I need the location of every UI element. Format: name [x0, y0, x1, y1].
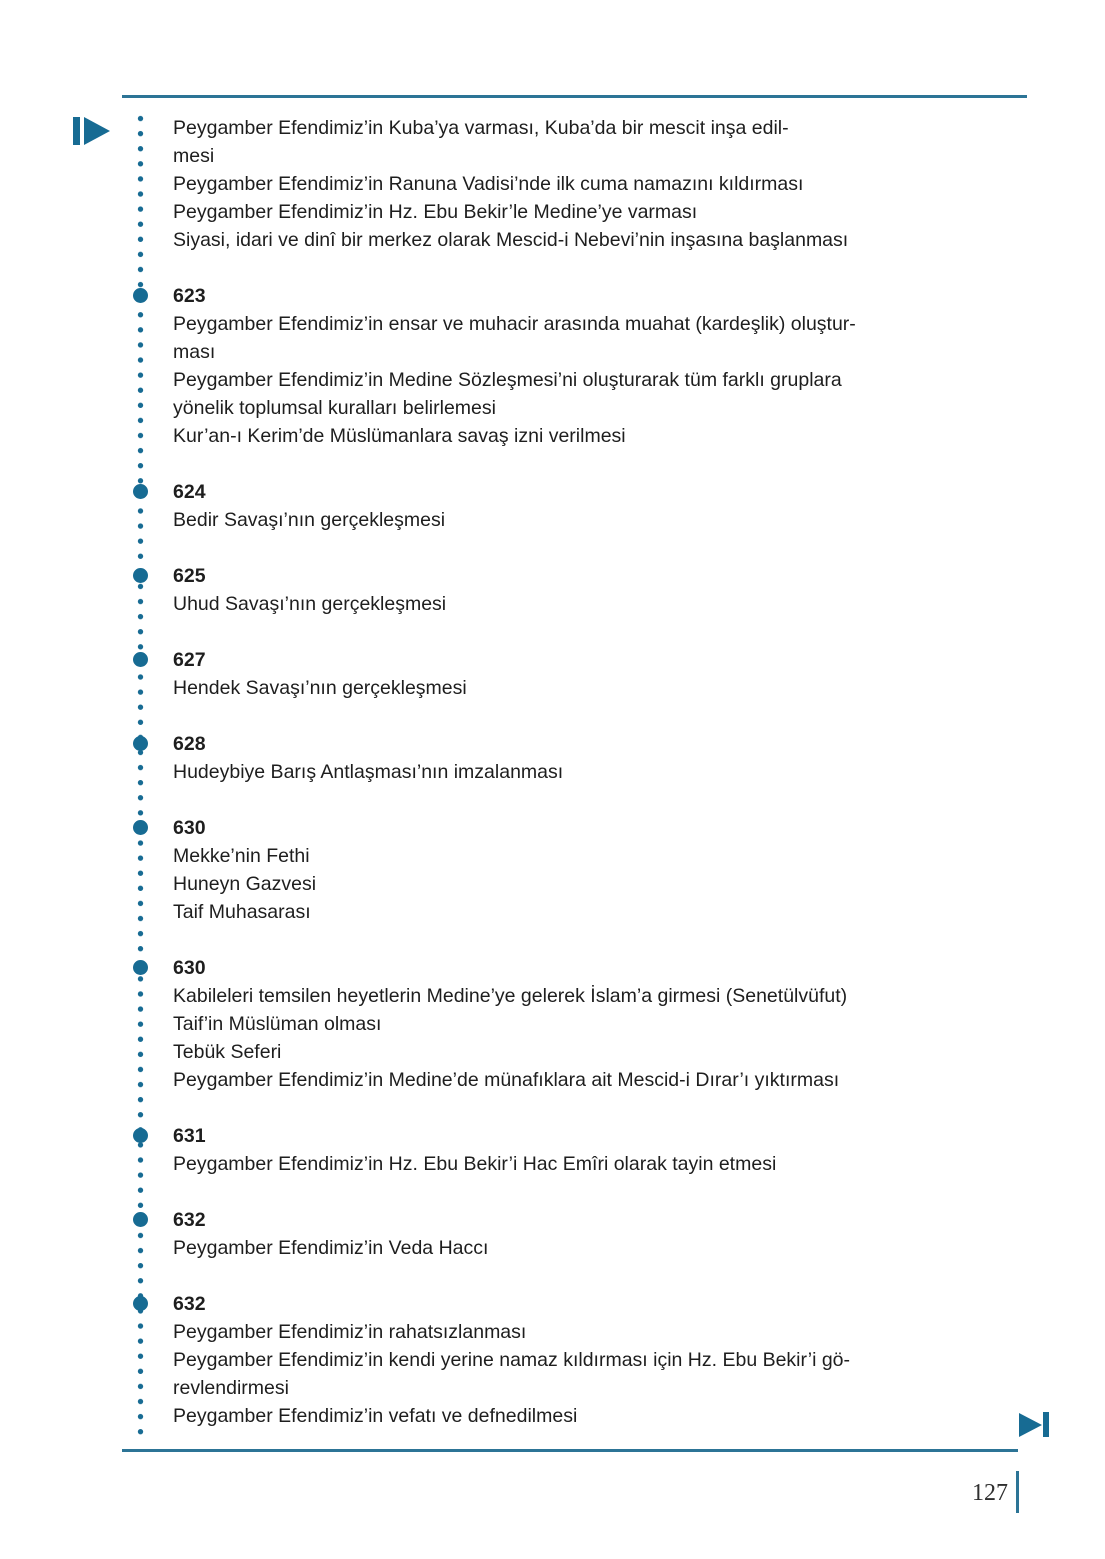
year-label: 623 [173, 282, 856, 310]
timeline-content [173, 114, 856, 1430]
skip-forward-icon-triangle [1019, 1413, 1042, 1437]
top-rule [122, 95, 1027, 98]
timeline-section [173, 282, 856, 450]
skip-forward-icon [73, 117, 110, 145]
timeline-entry-line: Peygamber Efendimiz’in ensar ve muhacir arasında muahat (kardeşlik) oluştur- [173, 313, 856, 335]
skip-forward-icon-bar [73, 117, 80, 145]
timeline-entry-line: Huneyn Gazvesi [173, 873, 317, 895]
timeline-entry-line: Tebük Seferi [173, 1041, 282, 1063]
timeline-entry-line: Peygamber Efendimiz’in rahatsızlanması [173, 1321, 527, 1343]
timeline-section [173, 1122, 856, 1178]
skip-forward-icon [1019, 1412, 1049, 1437]
year-label: 631 [173, 1122, 856, 1150]
timeline-entry-line: mesi [173, 145, 215, 167]
timeline-entry-line: revlendirmesi [173, 1377, 289, 1399]
timeline-dotted-line [137, 111, 144, 1443]
timeline-entry-line: Siyasi, idari ve dinî bir merkez olarak Mescid-i Nebevi’nin inşasına başlanması [173, 229, 849, 251]
timeline-section [173, 478, 856, 534]
timeline-entry-line: Peygamber Efendimiz’in Hz. Ebu Bekir’i Hac Emîri olarak tayin etmesi [173, 1153, 777, 1175]
timeline-entry-line: yönelik toplumsal kuralları belirlemesi [173, 397, 496, 419]
page-number-divider [1016, 1471, 1019, 1513]
year-label: 628 [173, 730, 856, 758]
year-label: 630 [173, 814, 856, 842]
year-label: 625 [173, 562, 856, 590]
timeline-section [173, 954, 856, 1094]
timeline-section [173, 814, 856, 926]
year-label: 624 [173, 478, 856, 506]
timeline-section [173, 1206, 856, 1262]
year-label: 627 [173, 646, 856, 674]
timeline-section [173, 562, 856, 618]
timeline-section [173, 730, 856, 786]
timeline-entry-line: Kur’an-ı Kerim’de Müslümanlara savaş izni verilmesi [173, 425, 626, 447]
timeline-entry-line: Peygamber Efendimiz’in Kuba’ya varması, Kuba’da bir mescit inşa edil- [173, 117, 789, 139]
timeline-entry-line: Taif Muhasarası [173, 901, 311, 923]
skip-forward-icon-triangle [84, 117, 110, 145]
timeline-entry-line: Peygamber Efendimiz’in Ranuna Vadisi’nde ilk cuma namazını kıldırması [173, 173, 804, 195]
timeline-entry-line: Hendek Savaşı’nın gerçekleşmesi [173, 677, 467, 699]
skip-forward-icon-bar [1043, 1412, 1049, 1437]
timeline-entry-line: Peygamber Efendimiz’in Hz. Ebu Bekir’le Medine’ye varması [173, 201, 698, 223]
timeline-entry-line: Peygamber Efendimiz’in kendi yerine namaz kıldırması için Hz. Ebu Bekir’i gö- [173, 1349, 850, 1371]
timeline-entry-line: Bedir Savaşı’nın gerçekleşmesi [173, 509, 446, 531]
timeline-entry-line: ması [173, 341, 216, 363]
timeline-entry-line: Taif’in Müslüman olması [173, 1013, 382, 1035]
timeline-section [173, 646, 856, 702]
timeline-entry-line: Hudeybiye Barış Antlaşması’nın imzalanması [173, 761, 564, 783]
page-number: 127 [972, 1480, 1008, 1506]
timeline-entry-line: Uhud Savaşı’nın gerçekleşmesi [173, 593, 447, 615]
timeline-section [173, 114, 856, 254]
timeline-entry-line: Kabileleri temsilen heyetlerin Medine’ye gelerek İslam’a girmesi (Senetülvüfut) [173, 985, 848, 1007]
timeline-section [173, 1290, 856, 1430]
bottom-rule [122, 1449, 1018, 1452]
timeline-entry-line: Mekke’nin Fethi [173, 845, 310, 867]
year-label: 632 [173, 1206, 856, 1234]
year-label: 632 [173, 1290, 856, 1318]
year-label: 630 [173, 954, 856, 982]
timeline-entry-line: Peygamber Efendimiz’in vefatı ve defnedilmesi [173, 1405, 578, 1427]
timeline-entry-line: Peygamber Efendimiz’in Veda Haccı [173, 1237, 489, 1259]
timeline-entry-line: Peygamber Efendimiz’in Medine’de münafıklara ait Mescid-i Dırar’ı yıktırması [173, 1069, 840, 1091]
timeline-entry-line: Peygamber Efendimiz’in Medine Sözleşmesi’ni oluşturarak tüm farklı gruplara [173, 369, 842, 391]
